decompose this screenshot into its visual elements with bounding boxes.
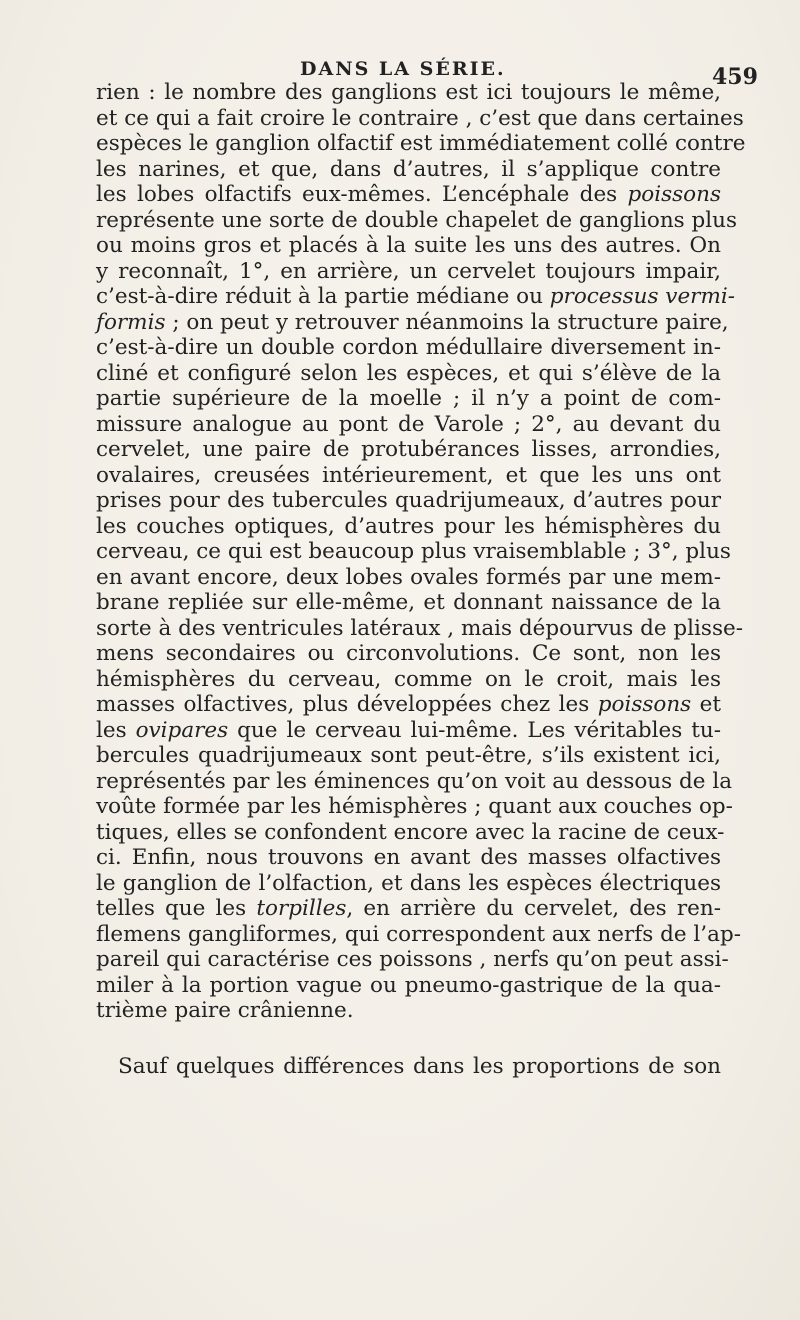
text-run: hémisphères du cerveau, comme on le croit, mais les [96, 666, 721, 692]
text-line [96, 386, 721, 412]
text-run: représente une sorte de double chapelet de ganglions plus [96, 207, 738, 233]
paragraph [96, 1054, 721, 1080]
text-run: mens secondaires ou circonvolutions. Ce sont, non les [96, 641, 721, 666]
text-run: bercules quadrijumeaux sont peut-être, s’ils existent ici, [96, 743, 721, 768]
text-run: cliné et configuré selon les espèces, et qui s’élève de la [96, 360, 721, 386]
text-run: trième paire crânienne. [96, 998, 354, 1023]
text-run: c’est-à-dire réduit à la partie médiane ou [96, 284, 550, 309]
text-run: brane repliée sur elle-même, et donnant naissance de la [96, 590, 721, 615]
text-line [96, 182, 721, 208]
text-line [96, 947, 729, 973]
text-run: voûte formée par les hémisphères ; quant aux couches op- [96, 794, 733, 819]
text-line [96, 845, 721, 871]
text-line [96, 437, 721, 463]
text-run: sorte à des ventricules latéraux , mais dépourvus de plisse- [96, 615, 743, 641]
italic-text: processus vermi- [549, 284, 735, 309]
text-run: les couches optiques, d’autres pour les hémisphères du [96, 513, 721, 539]
text-line [96, 998, 721, 1024]
text-run: ; on peut y retrouver néanmoins la structure paire, [165, 309, 729, 335]
text-line [96, 105, 744, 132]
text-line [96, 718, 721, 744]
text-line [96, 921, 741, 948]
text-line [96, 565, 721, 591]
text-line [96, 259, 721, 285]
text-run: en avant encore, deux lobes ovales formés par une mem- [96, 564, 721, 590]
text-line [96, 207, 738, 234]
text-run: les lobes olfactifs eux-mêmes. L’encéphale des [96, 182, 628, 207]
text-run: , en arrière du cervelet, des ren- [346, 896, 721, 921]
text-run: y reconnaît, 1°, en arrière, un cervelet toujours impair, [96, 258, 721, 284]
text-run: tiques, elles se confondent encore avec la racine de ceux- [96, 819, 725, 845]
text-run: miler à la portion vague ou pneumo-gastrique de la qua- [96, 972, 721, 998]
text-line [96, 463, 721, 489]
text-line [96, 871, 721, 897]
text-line [96, 743, 721, 769]
text-line [96, 412, 721, 438]
italic-text: formis [96, 309, 166, 335]
text-run: ou moins gros et placés à la suite les uns des autres. On [96, 233, 721, 258]
text-run: missure analogue au pont de Varole ; 2°, au devant du [96, 411, 721, 437]
page-number: 459 [712, 64, 758, 90]
text-line [96, 309, 729, 336]
text-run: c’est-à-dire un double cordon médullaire diversement in- [96, 335, 721, 360]
text-run: espèces le ganglion olfactif est immédiatement collé contre [96, 131, 746, 156]
text-line [96, 973, 721, 999]
text-line [96, 692, 721, 718]
text-line [96, 157, 721, 183]
text-run: ci. Enfin, nous trouvons en avant des masses olfactives [96, 845, 721, 870]
text-line [96, 514, 721, 540]
text-run: telles que les [96, 896, 257, 921]
text-line [96, 284, 735, 310]
text-run: le ganglion de l’olfaction, et dans les espèces électriques [96, 870, 721, 896]
text-run: masses olfactives, plus développées chez les [96, 692, 598, 717]
text-line [96, 539, 731, 565]
text-run: prises pour des tubercules quadrijumeaux, d’autres pour [96, 488, 721, 513]
italic-text: poissons [627, 182, 721, 207]
italic-text: torpilles [256, 896, 347, 921]
text-run: pareil qui caractérise ces poissons , nerfs qu’on peut assi- [96, 947, 729, 972]
body-text [96, 80, 746, 1079]
text-line [96, 488, 721, 514]
paragraph-gap [96, 1024, 721, 1054]
text-line [96, 80, 721, 106]
text-line [96, 131, 746, 157]
text-run: les [96, 717, 136, 743]
italic-text: poissons [597, 692, 692, 717]
text-line [96, 896, 721, 922]
text-line [96, 590, 721, 616]
text-line [96, 615, 743, 642]
paragraph [96, 80, 746, 1024]
text-run: et [691, 692, 722, 717]
text-run: rien : le nombre des ganglions est ici toujours le même, [96, 80, 721, 105]
text-line [96, 819, 725, 846]
text-line [96, 641, 721, 667]
italic-text: ovipares [135, 717, 229, 743]
text-line [96, 361, 721, 387]
text-run: cervelet, une paire de protubérances lisses, arrondies, [96, 437, 721, 462]
text-line [96, 667, 721, 693]
running-head: DANS LA SÉRIE. [300, 58, 506, 80]
text-line [96, 768, 733, 795]
text-run: représentés par les éminences qu’on voit au dessous de la [96, 768, 733, 794]
text-line [96, 794, 733, 820]
text-run: partie supérieure de la moelle ; il n’y a point de com- [96, 386, 721, 411]
text-run: flemens gangliformes, qui correspondent aux nerfs de l’ap- [96, 921, 741, 947]
text-run: que le cerveau lui-même. Les véritables tu- [228, 717, 721, 743]
text-line [96, 233, 721, 259]
text-run: Sauf quelques différences dans les proportions de son [118, 1053, 721, 1079]
text-run: les narines, et que, dans d’autres, il s’applique contre [96, 156, 721, 182]
text-line [96, 1054, 721, 1080]
text-run: ovalaires, creusées intérieurement, et que les uns ont [96, 462, 721, 488]
text-line [96, 335, 721, 361]
text-run: cerveau, ce qui est beaucoup plus vraisemblable ; 3°, plus [96, 539, 731, 564]
text-run: et ce qui a fait croire le contraire , c’est que dans certaines [96, 105, 744, 131]
